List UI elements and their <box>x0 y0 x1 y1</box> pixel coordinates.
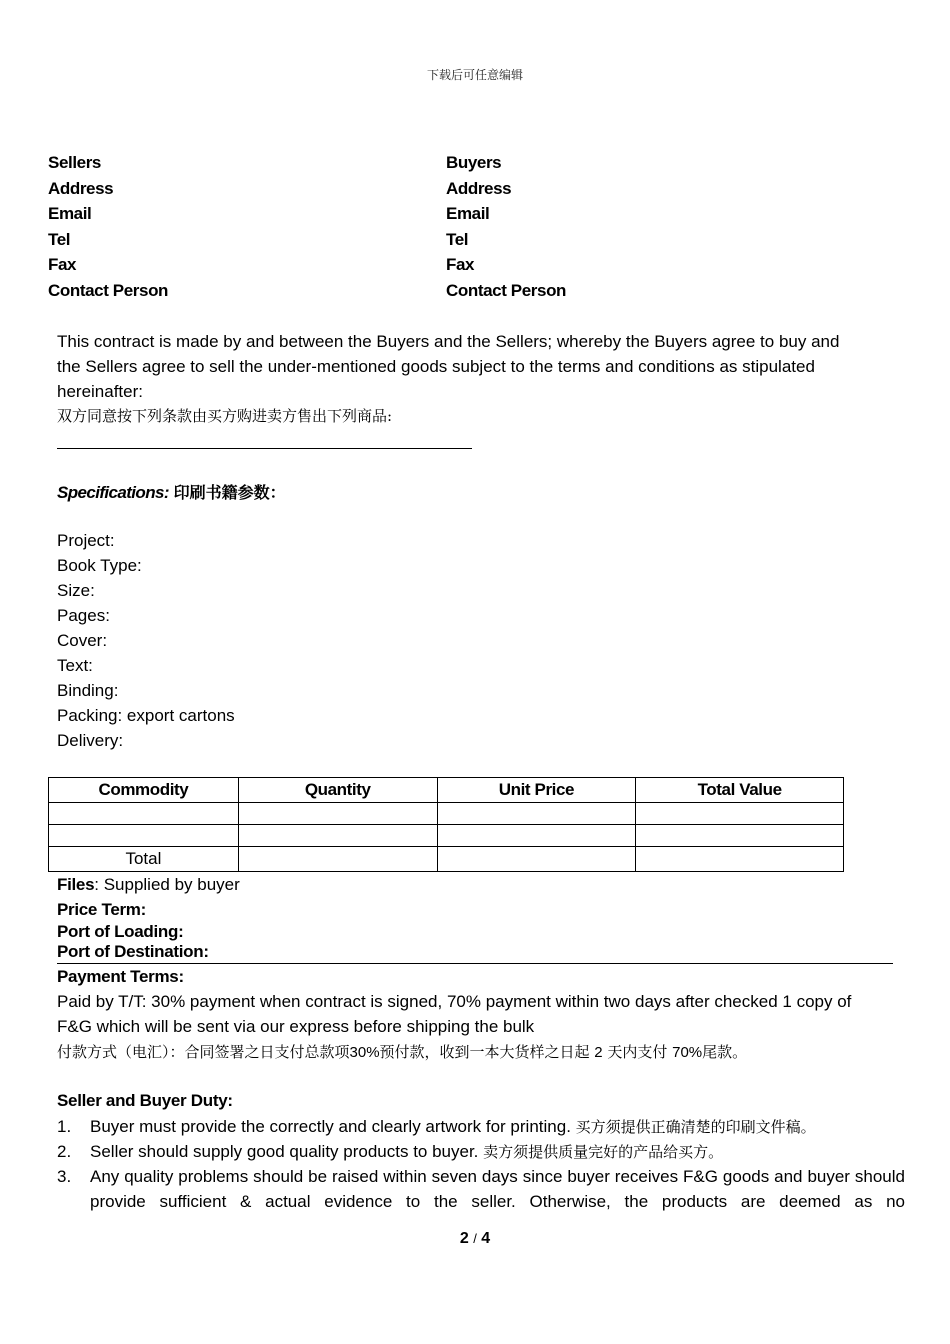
table-cell <box>636 825 844 847</box>
table-cell <box>238 825 437 847</box>
table-row <box>49 825 844 847</box>
duty-item-1 <box>57 1114 905 1139</box>
spec-binding: Binding: <box>57 681 119 700</box>
goods-table <box>48 777 844 872</box>
duty-cn: 卖方须提供质量完好的产品给买方。 <box>483 1143 724 1161</box>
table-cell <box>49 803 239 825</box>
payment-chinese <box>57 1039 851 1065</box>
duty-number: 3. <box>57 1167 72 1186</box>
specifications-title-cn: 印刷书籍参数： <box>173 483 286 502</box>
duty-text <box>90 1114 905 1140</box>
intro-paragraph <box>57 329 839 429</box>
port-destination-label: Port of Destination: <box>57 942 209 961</box>
page-total: 4 <box>481 1230 491 1247</box>
payment-terms-text <box>57 989 851 1065</box>
intro-underline <box>57 448 472 449</box>
payment-cn-a: 付款方式（电汇）：合同签署之日支付总款项 <box>57 1043 350 1061</box>
specifications-heading <box>57 480 286 503</box>
intro-line-2: the Sellers agree to sell the under-mentioned goods subject to the terms and conditions as stipulated <box>57 357 815 376</box>
spec-project: Project: <box>57 531 115 550</box>
header-note: 下载后可任意编辑 <box>426 68 523 82</box>
duty-cn: 买方须提供正确清楚的印刷文件稿。 <box>575 1118 816 1136</box>
spec-cover: Cover: <box>57 631 108 650</box>
duty-item-2 <box>57 1139 905 1164</box>
table-cell <box>636 803 844 825</box>
table-cell <box>49 825 239 847</box>
buyers-fax-label: Fax <box>446 255 475 275</box>
duty-en: Buyer must provide the correctly and clearly artwork for printing. <box>90 1117 571 1136</box>
buyers-email-label: Email <box>446 204 490 224</box>
spec-text: Text: <box>57 656 93 675</box>
header-unit-price: Unit Price <box>437 778 636 803</box>
payment-line-2: F&G which will be sent via our express before shipping the bulk <box>57 1017 535 1036</box>
table-cell <box>437 825 636 847</box>
duty-item-3 <box>57 1164 905 1214</box>
header-total-value: Total Value <box>636 778 844 803</box>
duty-text: Any quality problems should be raised within seven days since buyer receives F&G goods and buyer should provide sufficient & actual evidence to the seller. Otherwise, the products are deemed as no <box>90 1167 905 1211</box>
buyers-tel-label: Tel <box>446 229 469 249</box>
files-value: : Supplied by buyer <box>94 875 240 894</box>
page-current: 2 <box>459 1230 469 1247</box>
sellers-contact-label: Contact Person <box>48 280 169 300</box>
sellers-tel-label: Tel <box>48 229 71 249</box>
payment-line-1: Paid by T/T: 30% payment when contract is signed, 70% payment within two days after checked 1 copy of <box>57 992 852 1011</box>
table-row <box>49 803 844 825</box>
spec-size: Size: <box>57 581 95 600</box>
spec-pages: Pages: <box>57 606 110 625</box>
payment-cn-d: 2 <box>594 1044 603 1061</box>
sellers-block <box>48 150 168 304</box>
duty-text <box>90 1139 905 1165</box>
spec-book-type: Book Type: <box>57 556 142 575</box>
header-commodity: Commodity <box>49 778 239 803</box>
price-term-label: Price Term: <box>57 900 146 919</box>
sellers-address-label: Address <box>48 178 114 198</box>
buyers-label: Buyers <box>446 153 502 172</box>
page-number <box>0 1230 950 1248</box>
buyers-address-label: Address <box>446 178 512 198</box>
table-cell <box>636 847 844 872</box>
sellers-label: Sellers <box>48 153 101 172</box>
payment-cn-e: 天内支付 <box>607 1043 668 1061</box>
buyers-contact-label: Contact Person <box>446 280 567 300</box>
payment-cn-c: 预付款，收到一本大货样之日起 <box>379 1043 590 1061</box>
payment-cn-f: 70% <box>672 1044 703 1061</box>
table-cell <box>238 847 437 872</box>
spec-packing: Packing: export cartons <box>57 706 235 725</box>
files-line <box>57 875 240 895</box>
port-loading-label: Port of Loading: <box>57 922 184 941</box>
duty-number: 2. <box>57 1142 72 1161</box>
payment-cn-g: 尾款。 <box>702 1043 748 1061</box>
files-label: Files <box>57 875 95 894</box>
payment-terms-title: Payment Terms: <box>57 967 184 986</box>
duty-title: Seller and Buyer Duty: <box>57 1091 233 1110</box>
total-label-cell: Total <box>49 847 239 872</box>
specifications-title: Specifications: <box>57 483 169 502</box>
specifications-list <box>57 528 235 753</box>
destination-underline <box>57 963 893 964</box>
payment-cn-b: 30% <box>349 1044 380 1061</box>
duty-en: Seller should supply good quality products to buyer. <box>90 1142 479 1161</box>
buyers-block <box>446 150 566 304</box>
duty-number: 1. <box>57 1117 72 1136</box>
header-quantity: Quantity <box>238 778 437 803</box>
table-header-row <box>49 778 844 803</box>
table-cell <box>437 803 636 825</box>
intro-line-1: This contract is made by and between the Buyers and the Sellers; whereby the Buyers agree to buy and <box>57 332 840 351</box>
intro-chinese: 双方同意按下列条款由买方购进卖方售出下列商品: <box>57 407 393 425</box>
table-total-row <box>49 847 844 872</box>
sellers-fax-label: Fax <box>48 255 77 275</box>
intro-line-3: hereinafter: <box>57 382 143 401</box>
page-separator: / <box>473 1231 477 1246</box>
sellers-email-label: Email <box>48 204 92 224</box>
table-cell <box>238 803 437 825</box>
spec-delivery: Delivery: <box>57 731 124 750</box>
table-cell <box>437 847 636 872</box>
